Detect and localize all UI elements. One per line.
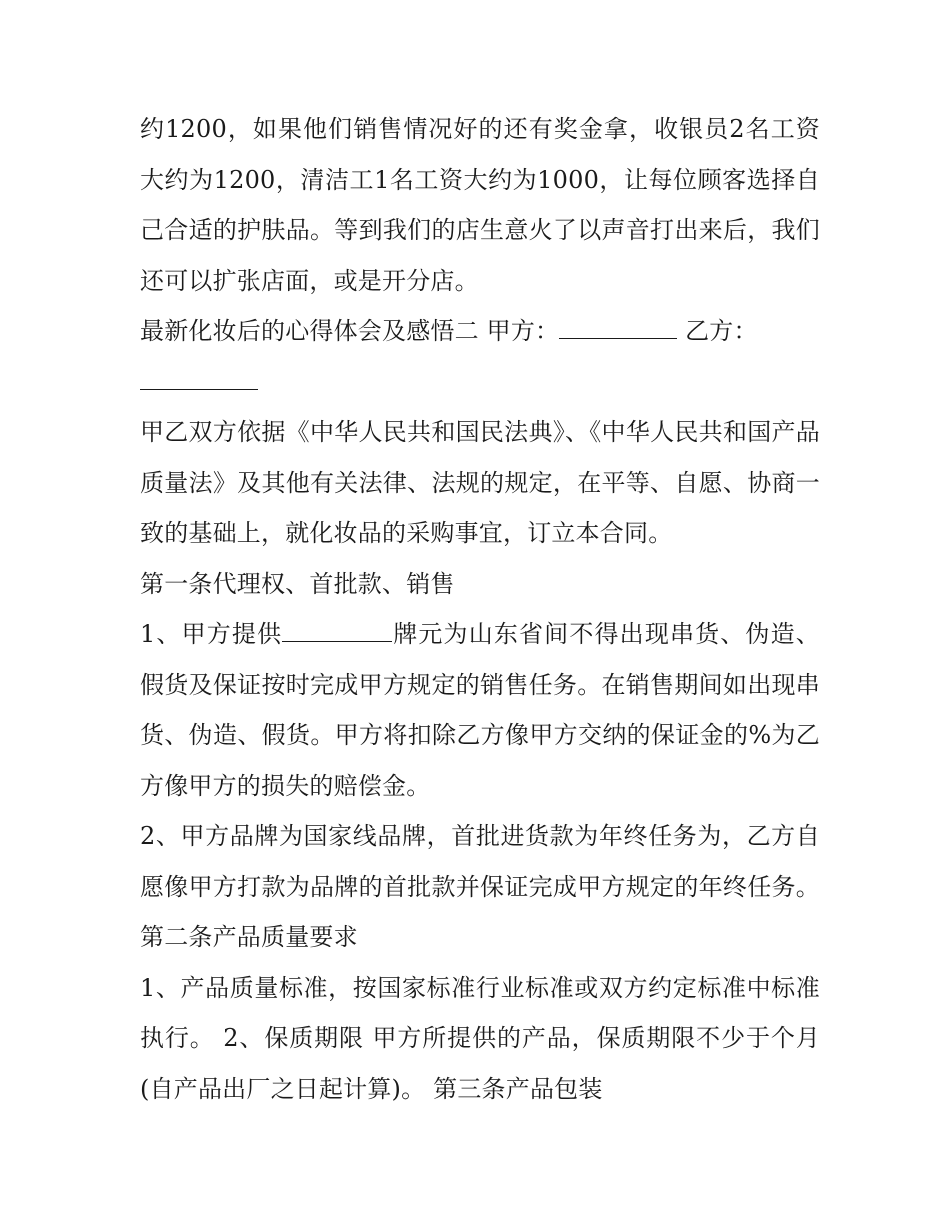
document-page bbox=[140, 104, 820, 1114]
paragraph-first-payment: 2、甲方品牌为国家线品牌，首批进货款为年终任务为，乙方自愿像甲方打款为品牌的首批款并保证完成甲方规定的年终任务。 第二条产品质量要求 bbox=[140, 822, 820, 951]
agency-clause-prefix: 1、甲方提供 bbox=[140, 620, 283, 648]
paragraph-legal-basis: 甲乙双方依据《中华人民共和国民法典》、《中华人民共和国产品质量法》及其他有关法律、法规的规定，在平等、自愿、协商一致的基础上，就化妆品的采购事宜，订立本合同。 bbox=[140, 418, 820, 547]
paragraph-staff-wages: 约1200，如果他们销售情况好的还有奖金拿，收银员2名工资大约为1200，清洁工1名工资大约为1000，让每位顾客选择自己合适的护肤品。等到我们的店生意火了以声音打出来后，我们还可以扩张店面，或是开分店。 bbox=[140, 115, 820, 295]
paragraph-agency-rights bbox=[140, 609, 820, 811]
party-a-label: 最新化妆后的心得体会及感悟二 甲方： bbox=[140, 317, 560, 345]
party-a-blank bbox=[559, 308, 677, 339]
paragraph-parties bbox=[140, 306, 820, 407]
agency-clause-body: 牌元为山东省间不得出现串货、伪造、假货及保证按时完成甲方规定的销售任务。在销售期间如出现串货、伪造、假货。甲方将扣除乙方像甲方交纳的保证金的%为乙方像甲方的损失的赔偿金。 bbox=[140, 620, 820, 800]
party-b-label: 乙方： bbox=[677, 317, 758, 345]
brand-blank bbox=[282, 611, 392, 642]
paragraph-quality-standard: 1、产品质量标准，按国家标准行业标准或双方约定标准中标准执行。 2、保质期限 甲方所提供的产品，保质期限不少于个月(自产品出厂之日起计算)。 第三条产品包装 bbox=[140, 973, 820, 1103]
party-b-blank bbox=[140, 359, 258, 390]
section-heading-article-1: 第一条代理权、首批款、销售 bbox=[140, 569, 455, 598]
